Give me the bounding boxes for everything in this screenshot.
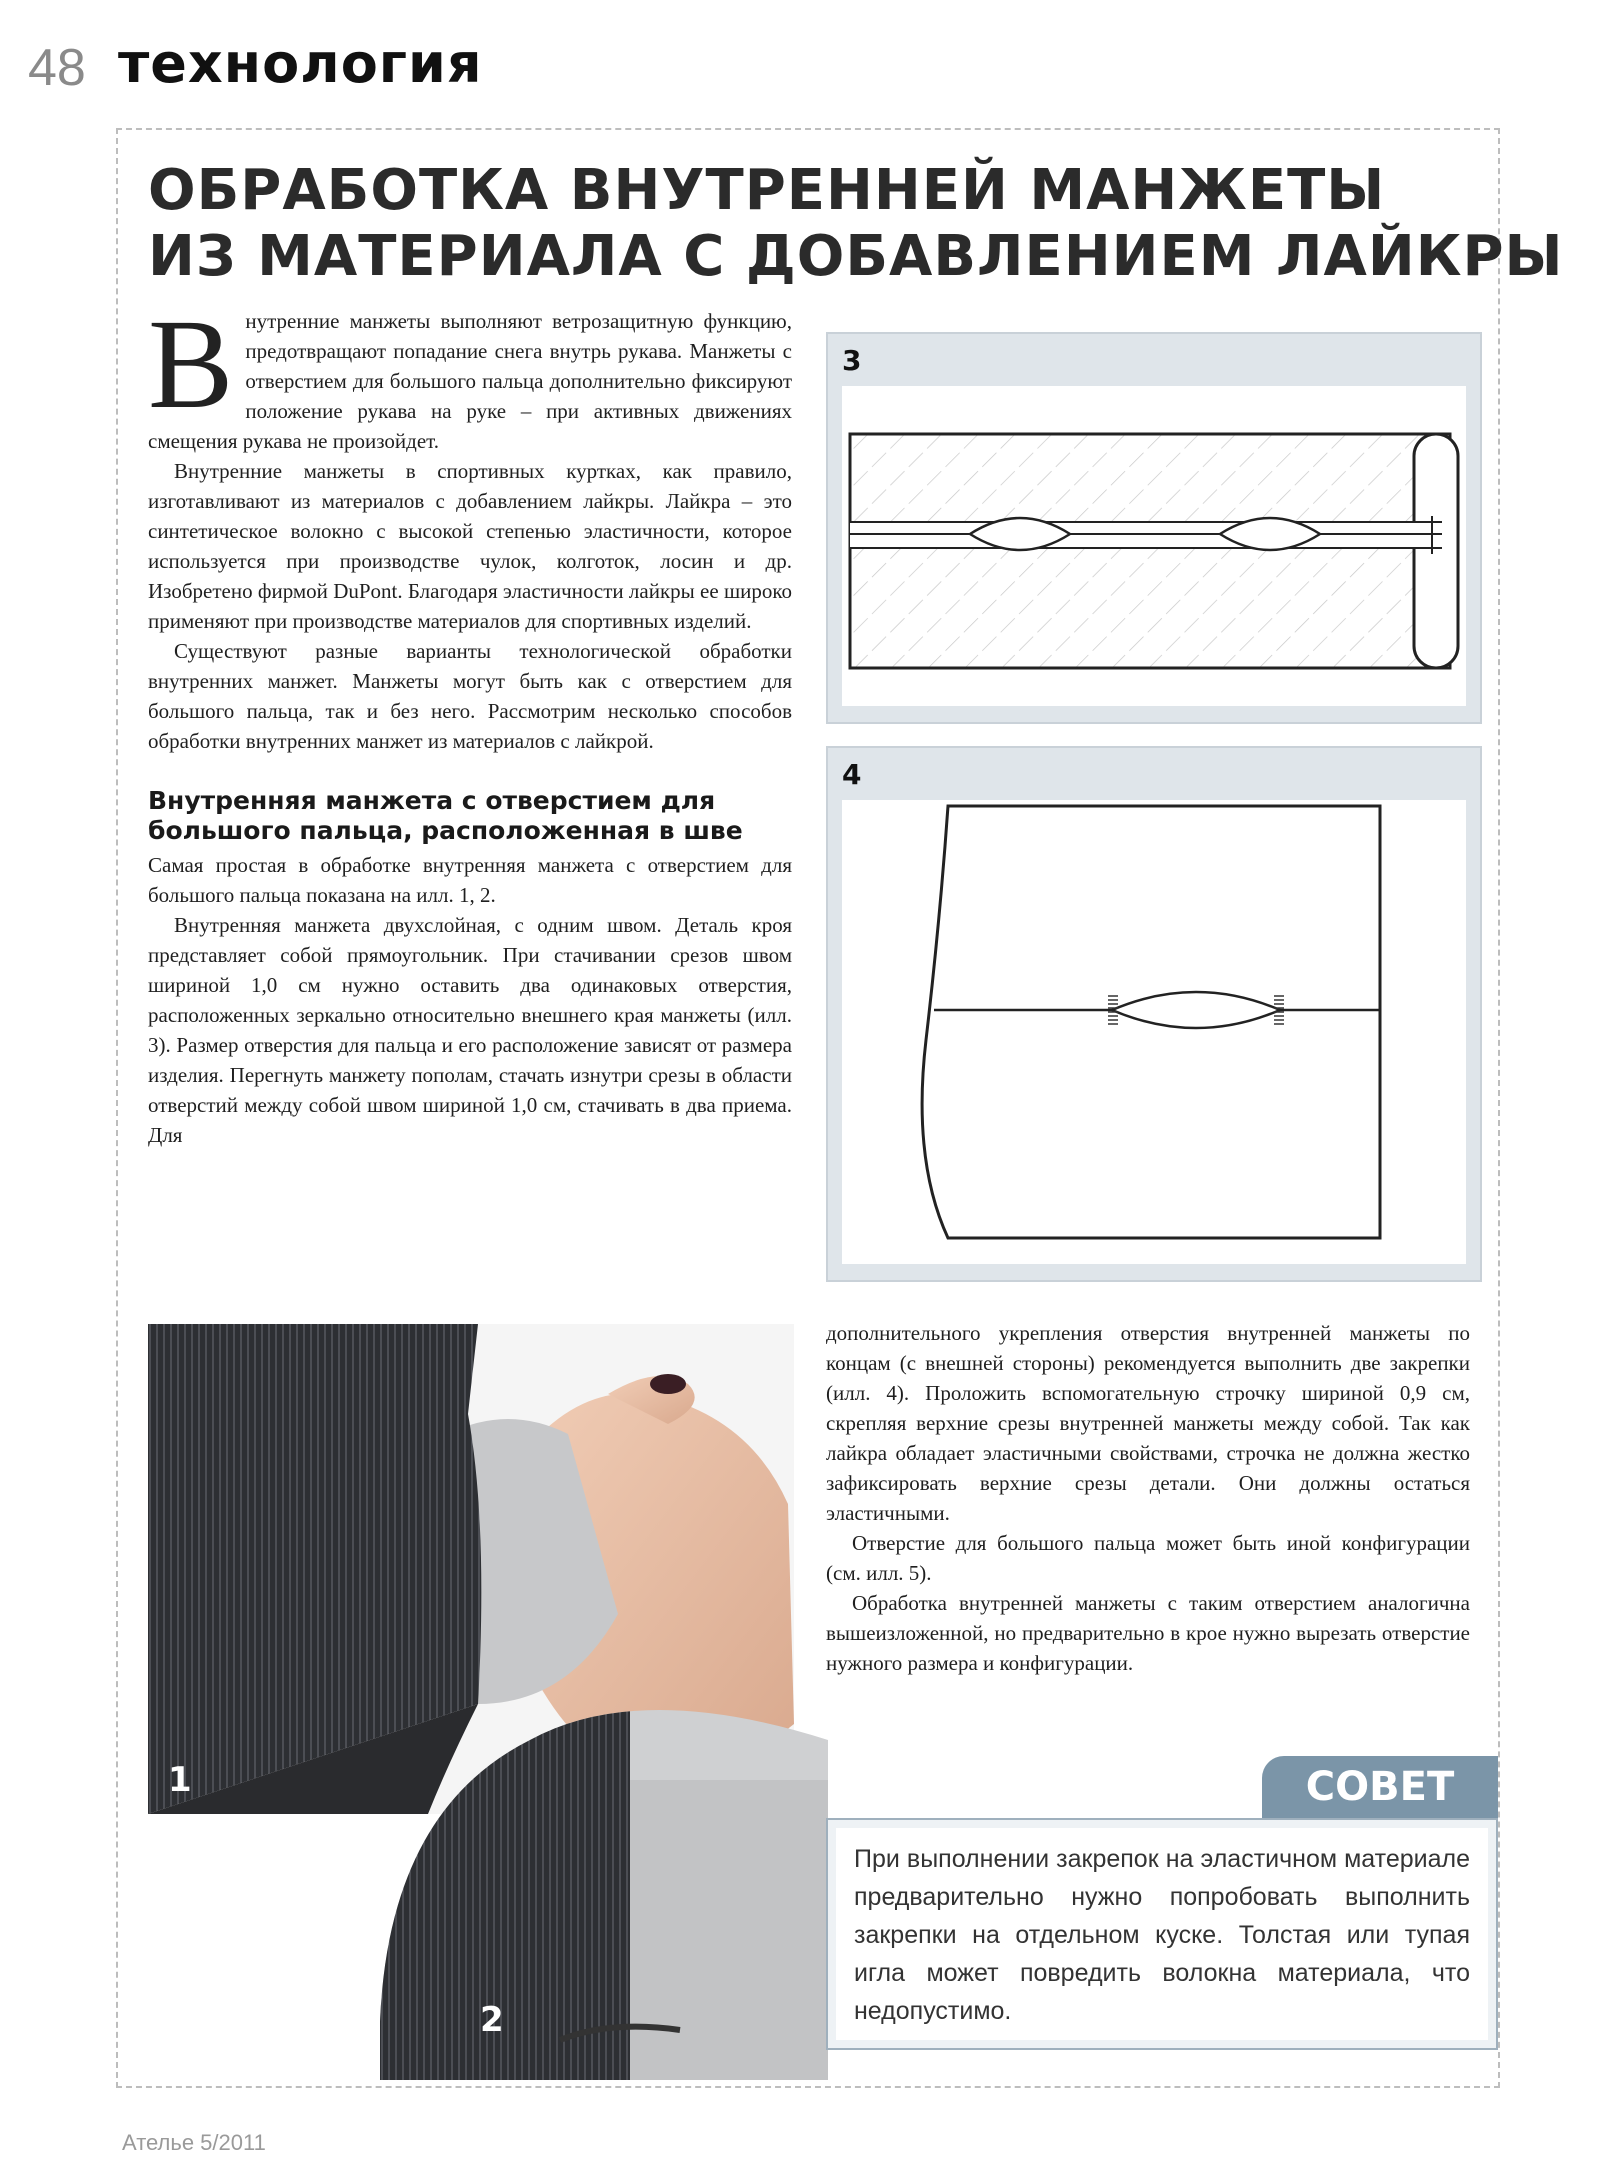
article-title: [148, 158, 1564, 290]
title-line-2: ИЗ МАТЕРИАЛА С ДОБАВЛЕНИЕМ ЛАЙКРЫ: [148, 224, 1564, 289]
photo-1-number: 1: [168, 1760, 192, 1800]
tip-box: [826, 1818, 1498, 2050]
section-paragraph-2: Внутренняя манжета двухслойная, с одним швом. Деталь кроя представляет собой прямоугольник. При стачивании срезов швом шириной 1,0 см нужно оставить два одинаковых отверстия, расположенных зеркально относительно внешнего края манжеты (илл. 3). Размер отверстия для пальца и его расположение зависят от размера изделия. Перегнуть манжету пополам, стачать изнутри срезы в области отверстий между собой швом шириной 1,0 см, стачивать в два приема. Для: [148, 913, 792, 1147]
figure-4-panel: [826, 746, 1482, 1282]
cuff-bartack-diagram: [842, 800, 1466, 1264]
figure-3-canvas: [842, 386, 1466, 706]
intro-column: [148, 293, 792, 1150]
subheading: Внутренняя манжета с отверстием для большого пальца, расположенная в шве: [148, 786, 743, 845]
photo-2-number: 2: [480, 2000, 504, 2040]
continued-column: [826, 1318, 1470, 1678]
section-title: технология: [118, 32, 483, 95]
continued-paragraph-1: дополнительного укрепления отверстия внутренней манжеты по концам (с внешней стороны) рекомендуется выполнить две закрепки (илл. 4). Проложить вспомогательную строчку шириной 0,9 см, скрепляя верхние срезы внутренней манжеты между собой. Так как лайкра обладает эластичными свойствами, строчка не должна жестко зафиксировать верхние срезы детали. Они должны остаться эластичными.: [826, 1321, 1470, 1525]
thumb-hole-detail-photo: [380, 1700, 828, 2080]
continued-paragraph-2: Отверстие для большого пальца может быть иной конфигурации (см. илл. 5).: [826, 1531, 1470, 1585]
title-line-1: ОБРАБОТКА ВНУТРЕННЕЙ МАНЖЕТЫ: [148, 158, 1386, 223]
intro-paragraph-3: Существуют разные варианты технологической обработки внутренних манжет. Манжеты могут быть как с отверстием для большого пальца, так и без него. Рассмотрим несколько способов обработки внутренних манжет из материалов с лайкрой.: [148, 639, 792, 753]
section-paragraph-1: Самая простая в обработке внутренняя манжета с отверстием для большого пальца показана на илл. 1, 2.: [148, 853, 792, 907]
figure-4-canvas: [842, 800, 1466, 1264]
page-number: 48: [28, 39, 86, 97]
figure-3-panel: [826, 332, 1482, 724]
intro-paragraph-1: Внутренние манжеты выполняют ветрозащитную функцию, предотвращают попадание снега внутрь рукава. Манжеты с отверстием для большого пальца дополнительно фиксируют положение рукава на руке – при активных движениях смещения рукава не произойдет.: [148, 293, 792, 453]
figure-4-number: 4: [842, 758, 862, 791]
issue-footer: Ателье 5/2011: [122, 2130, 266, 2155]
drop-cap: В: [148, 293, 234, 435]
tip-label: СОВЕТ: [1262, 1756, 1498, 1818]
photo-2: [380, 1700, 828, 2080]
tip-text: При выполнении закрепок на эластичном материале предварительно нужно попробовать выполнить закрепки на отдельном куске. Толстая или тупая игла может повредить волокна материала, что недопустимо.: [854, 1845, 1470, 2025]
intro-paragraph-2: Внутренние манжеты в спортивных куртках, как правило, изготавливают из материалов с добавлением лайкры. Лайкра – это синтетическое волокно с высокой степенью эластичности, которое используется при производстве чулок, колготок, лосин и др. Изобретено фирмой DuPont. Благодаря эластичности лайкры ее широко применяют при производстве материалов для спортивных изделий.: [148, 459, 792, 633]
figure-3-number: 3: [842, 344, 862, 377]
continued-paragraph-3: Обработка внутренней манжеты с таким отверстием аналогична вышеизложенной, но предварительно в крое нужно вырезать отверстие нужного размера и конфигурации.: [826, 1591, 1470, 1675]
cuff-seam-diagram: [842, 386, 1466, 706]
